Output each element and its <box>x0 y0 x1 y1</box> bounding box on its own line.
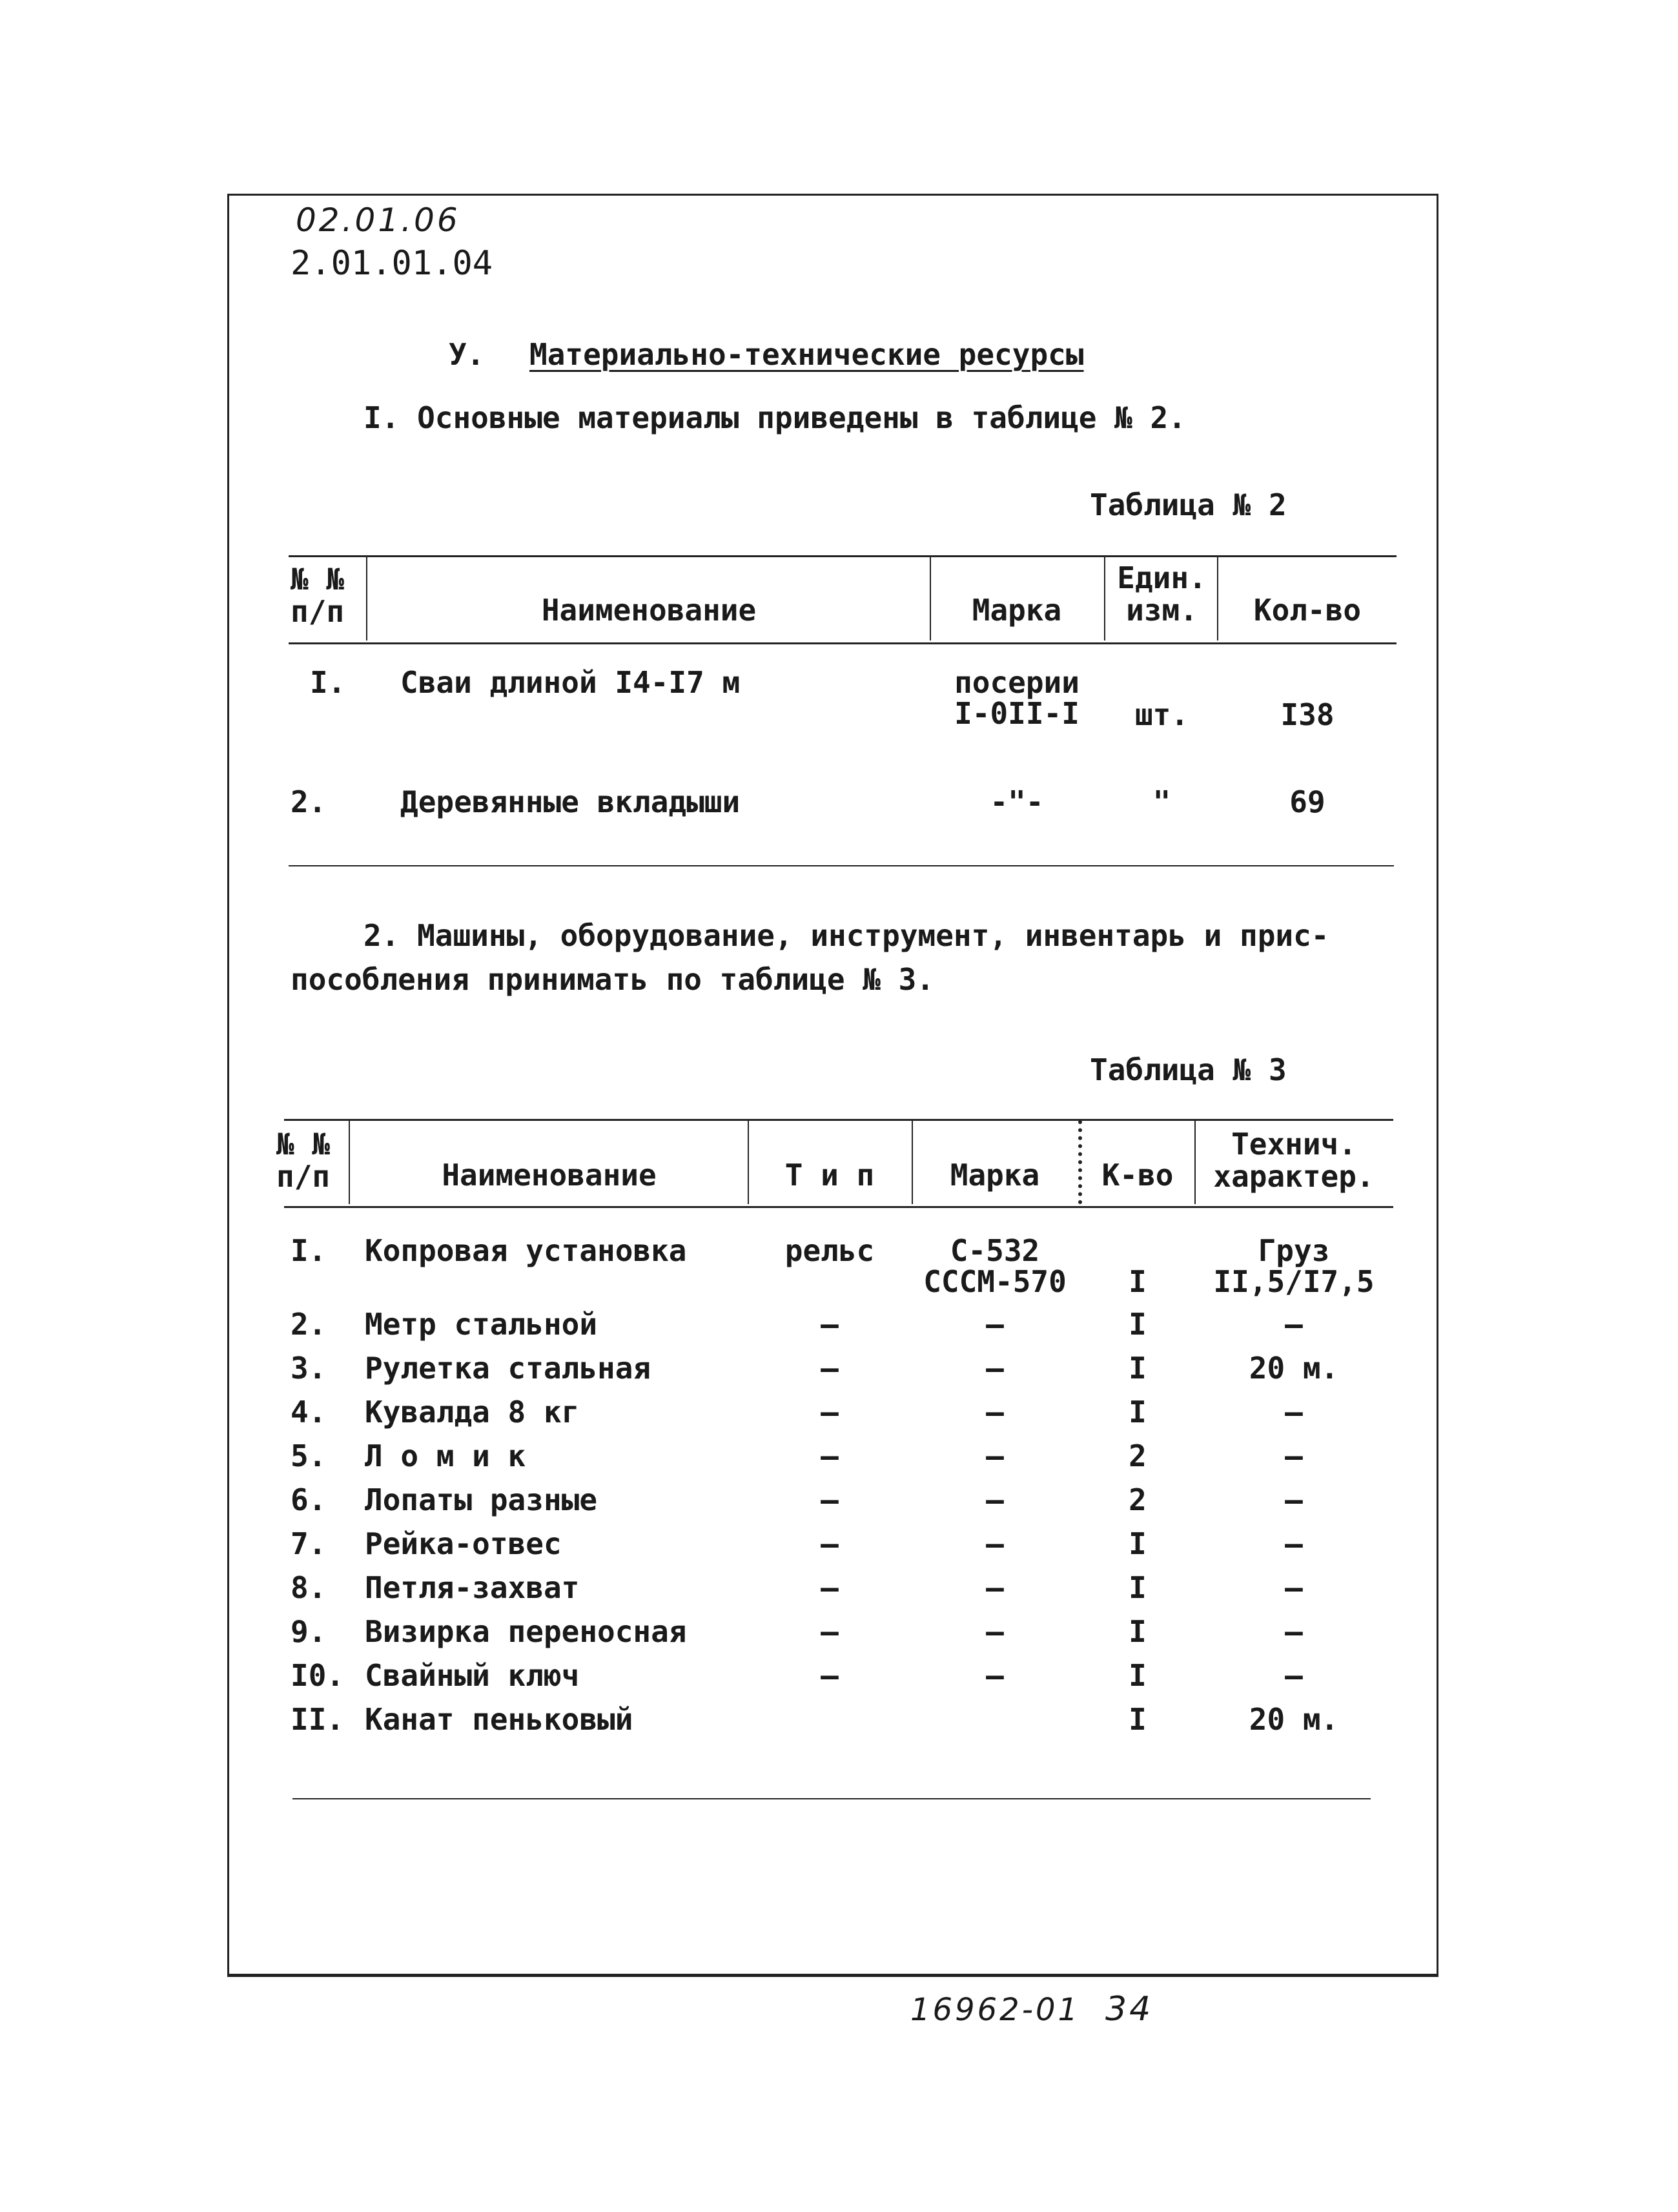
table3-row1-mark-2: СССМ-570 <box>923 1264 1067 1299</box>
table3-row2-name: Метр стальной <box>365 1307 598 1342</box>
table3-row5-type: – <box>821 1439 839 1473</box>
table2-caption: Таблица № 2 <box>1090 487 1287 522</box>
paragraph-2-line-1: 2. Машины, оборудование, инструмент, инвентарь и прис- <box>363 918 1329 953</box>
table2-row2-name: Деревянные вкладыши <box>400 784 741 819</box>
table2-divider-2 <box>930 557 931 640</box>
table2-row2-mark: -"- <box>990 784 1044 819</box>
table3-row1-type: рельс <box>784 1233 875 1268</box>
section-title <box>529 337 1084 372</box>
handwritten-sheet-number: 16962-01 <box>910 1992 1081 2028</box>
table2-header-num-2: п/п <box>291 594 345 629</box>
handwritten-code: 02.01.06 <box>296 201 460 239</box>
table3-row10-num: I0. <box>291 1658 345 1693</box>
document-code: 2.01.01.04 <box>291 244 493 283</box>
handwritten-page-number: 34 <box>1105 1990 1154 2029</box>
table3-row7-mark: – <box>986 1526 1004 1561</box>
table3-row1-num: I. <box>291 1233 327 1268</box>
table3-divider-1 <box>349 1120 350 1204</box>
table3-row8-tech: – <box>1285 1570 1303 1605</box>
table3-row9-qty: I <box>1129 1614 1147 1649</box>
table3-row5-mark: – <box>986 1439 1004 1473</box>
table3-header-num-1: № № <box>276 1127 331 1162</box>
table3-row9-tech: – <box>1285 1614 1303 1649</box>
table3-row2-num: 2. <box>291 1307 327 1342</box>
table3-bottom-rule <box>292 1798 1371 1799</box>
table3-row4-name: Кувалда 8 кг <box>365 1395 580 1429</box>
table2-row1-num: I. <box>310 665 346 700</box>
table3-row8-mark: – <box>986 1570 1004 1605</box>
table3-row5-qty: 2 <box>1129 1439 1147 1473</box>
table3-row1-tech-1: Груз <box>1258 1233 1330 1268</box>
table3-row6-mark: – <box>986 1482 1004 1517</box>
table3-row8-num: 8. <box>291 1570 327 1605</box>
table2-row1-qty: I38 <box>1280 697 1335 732</box>
table2-row1-unit: шт. <box>1134 697 1189 732</box>
table3-row10-mark: – <box>986 1658 1004 1693</box>
table3-row5-num: 5. <box>291 1439 327 1473</box>
paragraph-2-line-2: пособления принимать по таблице № 3. <box>291 962 934 997</box>
table3-row3-num: 3. <box>291 1351 327 1386</box>
table3-header-num-2: п/п <box>276 1159 331 1194</box>
table2-row2-unit: " <box>1152 784 1171 819</box>
table3-row1-name: Копровая установка <box>365 1233 687 1268</box>
table3-row10-tech: – <box>1285 1658 1303 1693</box>
table2-row1-mark-2: I-0II-I <box>954 696 1079 731</box>
table3-row3-mark: – <box>986 1351 1004 1386</box>
table3-row3-tech: 20 м. <box>1249 1351 1339 1386</box>
table2-row2-num: 2. <box>291 784 327 819</box>
table2-header-name: Наименование <box>541 593 757 628</box>
table3-header-tech-2: характер. <box>1213 1159 1375 1194</box>
table3-row7-name: Рейка-отвес <box>365 1526 562 1561</box>
table3-row8-qty: I <box>1129 1570 1147 1605</box>
table3-row3-qty: I <box>1129 1351 1147 1386</box>
table3-row3-type: – <box>821 1351 839 1386</box>
table3-header-qty: К-во <box>1101 1158 1174 1193</box>
table3-row1-qty: I <box>1129 1264 1147 1299</box>
table2-header-qty: Кол-во <box>1253 593 1362 628</box>
section-title-text: Материально-технические ресурсы <box>529 337 1084 372</box>
table3-row6-name: Лопаты разные <box>365 1482 598 1517</box>
table3-row2-tech: – <box>1285 1307 1303 1342</box>
table2-top-rule <box>289 555 1397 557</box>
table3-row7-tech: – <box>1285 1526 1303 1561</box>
table3-row11-num: II. <box>291 1702 345 1737</box>
table3-row11-tech: 20 м. <box>1249 1702 1339 1737</box>
table3-row7-type: – <box>821 1526 839 1561</box>
table3-divider-5 <box>1194 1120 1196 1204</box>
table3-row4-tech: – <box>1285 1395 1303 1429</box>
table3-header-name: Наименование <box>442 1158 657 1193</box>
table3-row6-tech: – <box>1285 1482 1303 1517</box>
table3-row4-num: 4. <box>291 1395 327 1429</box>
table3-row6-num: 6. <box>291 1482 327 1517</box>
table3-row1-mark-1: С-532 <box>950 1233 1040 1268</box>
table3-row8-name: Петля-захват <box>365 1570 580 1605</box>
table3-row4-qty: I <box>1129 1395 1147 1429</box>
table2-bottom-rule <box>289 865 1394 866</box>
table3-row4-type: – <box>821 1395 839 1429</box>
table3-row10-name: Свайный ключ <box>365 1658 580 1693</box>
table3-row2-mark: – <box>986 1307 1004 1342</box>
table3-row5-tech: – <box>1285 1439 1303 1473</box>
table2-header-rule <box>289 642 1397 644</box>
section-number: У. <box>449 337 485 372</box>
table3-row8-type: – <box>821 1570 839 1605</box>
table3-divider-2 <box>748 1120 749 1204</box>
table3-row10-type: – <box>821 1658 839 1693</box>
table3-row10-qty: I <box>1129 1658 1147 1693</box>
table3-row3-name: Рулетка стальная <box>365 1351 651 1386</box>
table2-header-num-1: № № <box>291 562 345 597</box>
table3-row1-tech-2: II,5/I7,5 <box>1213 1264 1375 1299</box>
table3-top-rule <box>284 1119 1393 1121</box>
table3-row9-num: 9. <box>291 1614 327 1649</box>
table3-header-type: Т и п <box>784 1158 875 1193</box>
table3-row11-qty: I <box>1129 1702 1147 1737</box>
table3-divider-3 <box>912 1120 913 1204</box>
table3-header-tech-1: Технич. <box>1231 1127 1356 1162</box>
table3-header-mark: Марка <box>950 1158 1040 1193</box>
table3-row5-name: Л о м и к <box>365 1439 526 1473</box>
table3-row7-num: 7. <box>291 1526 327 1561</box>
table3-row4-mark: – <box>986 1395 1004 1429</box>
table2-divider-1 <box>366 557 367 640</box>
table2-header-unit-1: Един. <box>1117 560 1207 595</box>
table3-row11-name: Канат пеньковый <box>365 1702 633 1737</box>
table2-row1-mark-1: посерии <box>954 665 1079 700</box>
paragraph-1: I. Основные материалы приведены в таблице № 2. <box>363 400 1186 435</box>
table2-row2-qty: 69 <box>1289 784 1325 819</box>
table3-row9-type: – <box>821 1614 839 1649</box>
table3-row6-qty: 2 <box>1129 1482 1147 1517</box>
table2-header-mark: Марка <box>972 593 1062 628</box>
table3-header-rule <box>284 1206 1393 1208</box>
table3-row2-qty: I <box>1129 1307 1147 1342</box>
table3-row7-qty: I <box>1129 1526 1147 1561</box>
table3-row6-type: – <box>821 1482 839 1517</box>
table2-header-unit-2: изм. <box>1126 593 1198 628</box>
table3-caption: Таблица № 3 <box>1090 1052 1287 1087</box>
table3-row2-type: – <box>821 1307 839 1342</box>
table3-row9-name: Визирка переносная <box>365 1614 687 1649</box>
table3-row9-mark: – <box>986 1614 1004 1649</box>
table2-row1-name: Сваи длиной I4-I7 м <box>400 665 741 700</box>
